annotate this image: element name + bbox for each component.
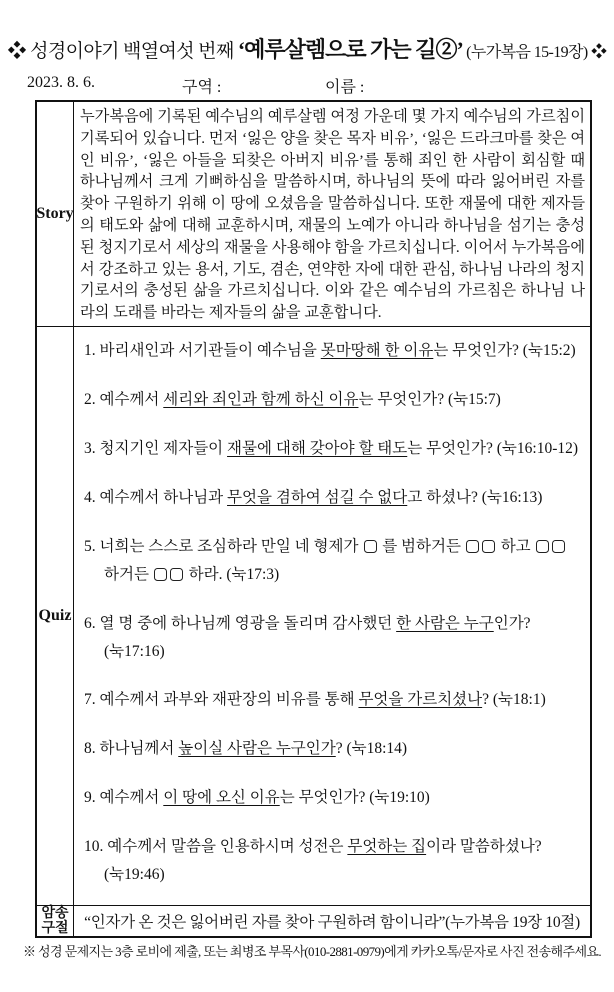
quiz-question [84,686,586,714]
question-text: 5. 너희는 스스로 조심하라 만일 네 형제가 [84,537,363,555]
question-keyphrase: 한 사람은 누구 [396,614,494,632]
question-keyphrase: 재물에 대해 갖아야 할 태도 [227,440,408,458]
question-text: ? (눅18:1) [482,691,546,709]
question-text: 3. 청지기인 제자들이 [84,440,228,458]
memory-verse-label-line2: 구절 [41,921,69,936]
quiz-question [84,833,586,889]
memory-verse-cell [74,906,590,936]
quiz-label-cell [37,327,74,905]
question-keyphrase: 무엇하는 집 [347,837,427,855]
question-text: 는 무엇인가? (눅16:10-12) [407,440,579,458]
page-title-suffix: (누가복음 15-19장) ❖ [462,44,607,61]
answer-blank-box [364,540,377,553]
question-text: 10. 예수께서 말씀을 인용하시며 성전은 [84,837,348,855]
quiz-content-cell [74,327,590,905]
quiz-question [84,484,586,512]
quiz-question [84,610,586,666]
answer-blank-box [170,568,183,581]
question-keyphrase: 높이실 사람은 누구인가 [178,740,336,758]
question-text: 하고 [496,537,535,555]
footer-note: ※ 성경 문제지는 3층 로비에 제출, 또는 최병조 부목사(010-2881-0979)에게 카카오톡/문자로 사진 전송해주세요. [23,944,602,959]
question-text: 9. 예수께서 [84,789,164,807]
answer-blank-box [536,540,549,553]
question-keyphrase: 무엇을 겸하여 섬길 수 없다 [227,488,408,506]
question-text: 1. 바리새인과 서기관들이 예수님을 [84,342,321,360]
quiz-question [84,533,586,589]
question-keyphrase: 이 땅에 오신 이유 [163,789,280,807]
story-text: 누가복음에 기록된 예수님의 예루살렘 여정 가운데 몇 가지 예수님의 가르침이 기록되어 있습니다. 먼저 ‘잃은 양을 찾은 목자 비유’, ‘잃은 드라크마를 찾은 여인 비유’, ‘잃은 아들을 되찾은 아버지 비유’를 통해 죄인 한 사람이 회심할 때 하나님께서 크게 기뻐하심을 말씀하시며, 하나님의 뜻에 따라 잃어버린 자를 찾아 구원하기 위해 이 땅에 오셨음을 말씀하십니다. 또한 재물에 대한 제자들의 태도와 삶에 대해 교훈하시며, 재물의 노예가 아니라 하나님을 섬기는 충성된 청지기로서 세상의 재물을 사용해야 함을 가르치십니다. 이어서 누가복음에서 강조하고 있는 용서, 기도, 겸손, 연약한 자에 대한 관심, 하나님 나라의 청지기로서의 충성된 삶을 가르치십니다. 이와 같은 예수님의 가르침은 하나님 나라의 도래를 바라는 제자들의 삶을 교훈합니다. [80,108,585,322]
question-text: 인가? (눅17:16) [104,614,531,660]
memory-verse-label-line1: 암송 [41,906,69,921]
story-label-cell [37,102,74,326]
name-label: 이름 : [325,79,365,96]
question-text: 는 무엇인가? (눅19:10) [279,789,430,807]
question-text: 6. 열 명 중에 하나님께 영광을 돌리며 감사했던 [84,614,397,632]
quiz-question [84,337,586,365]
question-text: 2. 예수께서 [84,391,164,409]
answer-blank-box [482,540,495,553]
story-row [37,102,590,326]
quiz-question [84,435,586,463]
question-text: 고 하셨나? (눅16:13) [407,488,543,506]
answer-blank-box [466,540,479,553]
district-label: 구역 : [182,79,222,96]
answer-blank-box [154,568,167,581]
page-title [0,33,614,64]
question-text: 7. 예수께서 과부와 재판장의 비유를 통해 [84,691,359,709]
date-text: 2023. 8. 6. [27,74,95,91]
question-text: ? (눅18:14) [335,740,408,758]
question-text: 는 무엇인가? (눅15:7) [358,391,501,409]
page-title-prefix: ❖ 성경이야기 백열여섯 번째 [7,41,238,62]
question-text: 8. 하나님께서 [84,740,179,758]
question-text: 하거든 [104,565,153,583]
quiz-question [84,784,586,812]
quiz-question-list [74,327,590,905]
story-content-cell [74,102,590,326]
quiz-question [84,735,586,763]
question-text: 는 무엇인가? (눅15:2) [433,342,576,360]
quiz-question [84,386,586,414]
answer-blank-box [552,540,565,553]
question-keyphrase: 세리와 죄인과 함께 하신 이유 [163,391,359,409]
memory-verse-label-cell [37,906,74,936]
page-title-emphasis: ‘예루살렘으로 가는 길②’ [237,37,463,62]
story-label: Story [36,205,74,223]
worksheet-table [35,100,592,938]
question-text: 4. 예수께서 하나님과 [84,488,228,506]
question-keyphrase: 못마땅해 한 이유 [320,342,434,360]
question-keyphrase: 무엇을 가르치셨나 [358,691,483,709]
meta-row [0,74,614,94]
question-text: 이라 말씀하셨나? (눅19:46) [104,837,542,883]
quiz-row [37,326,590,905]
question-text: 하라. (눅17:3) [184,565,280,583]
memory-verse-row [37,905,590,936]
question-text: 를 범하거든 [378,537,465,555]
memory-verse-text: “인자가 온 것은 잃어버린 자를 찾아 구원하려 함이니라”(누가복음 19장 10절) [84,914,580,931]
quiz-label: Quiz [38,607,72,625]
